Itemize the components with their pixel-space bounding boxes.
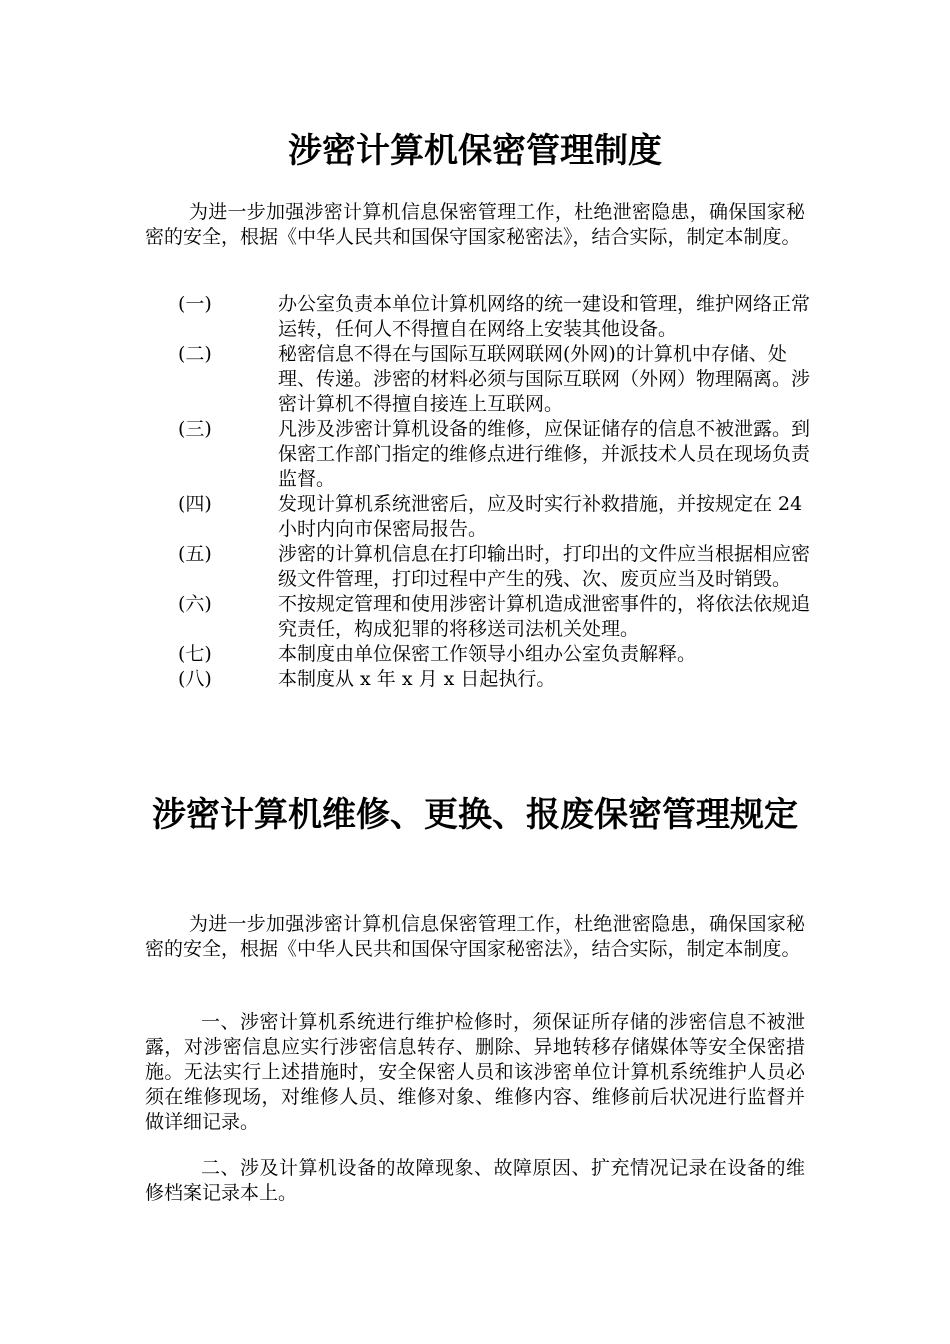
item-text: 不按规定管理和使用涉密计算机造成泄密事件的，将依法依规追究责任，构成犯罪的将移送司法机关处理。 bbox=[278, 593, 811, 640]
list-item bbox=[178, 342, 818, 417]
item-text: 本制度由单位保密工作领导小组办公室负责解释。 bbox=[278, 643, 697, 665]
list-item bbox=[178, 592, 818, 642]
list-item bbox=[178, 667, 818, 692]
item-text: 凡涉及涉密计算机设备的维修，应保证储存的信息不被泄露。到保密工作部门指定的维修点进行维修，并派技术人员在现场负责监督。 bbox=[278, 418, 811, 490]
rule-paragraph-2: 二、涉及计算机设备的故障现象、故障原因、扩充情况记录在设备的维修档案记录本上。 bbox=[145, 1157, 805, 1204]
item-number: (四) bbox=[178, 493, 212, 515]
intro-paragraph: 为进一步加强涉密计算机信息保密管理工作，杜绝泄密隐患，确保国家秘密的安全，根据《中华人民共和国保守国家秘密法》，结合实际，制定本制度。 bbox=[145, 201, 805, 248]
item-number: (二) bbox=[178, 343, 212, 365]
item-number: (五) bbox=[178, 543, 212, 565]
section-intro-paragraph: 为进一步加强涉密计算机信息保密管理工作，杜绝泄密隐患，确保国家秘密的安全，根据《中华人民共和国保守国家秘密法》，结合实际，制定本制度。 bbox=[145, 913, 805, 960]
rule-paragraph-1: 一、涉密计算机系统进行维护检修时，须保证所存储的涉密信息不被泄露，对涉密信息应实行涉密信息转存、删除、异地转移存储媒体等安全保密措施。无法实行上述措施时，安全保密人员和该涉密单位计算机系统维护人员必须在维修现场，对维修人员、维修对象、维修内容、维修前后状况进行监督并做详细记录。 bbox=[145, 1011, 805, 1133]
item-text: 办公室负责本单位计算机网络的统一建设和管理，维护网络正常运转，任何人不得擅自在网络上安装其他设备。 bbox=[278, 293, 811, 340]
document-title: 涉密计算机保密管理制度 bbox=[288, 131, 662, 171]
list-item bbox=[178, 292, 818, 342]
item-text: 秘密信息不得在与国际互联网联网(外网)的计算机中存储、处理、传递。涉密的材料必须与国际互联网（外网）物理隔离。涉密计算机不得擅自接连上互联网。 bbox=[278, 343, 811, 415]
list-item bbox=[178, 542, 818, 592]
item-number: (八) bbox=[178, 668, 212, 690]
item-text: 涉密的计算机信息在打印输出时，打印出的文件应当根据相应密级文件管理，打印过程中产生的残、次、废页应当及时销毁。 bbox=[278, 543, 811, 590]
list-item bbox=[178, 492, 818, 542]
list-item bbox=[178, 642, 818, 667]
item-text: 本制度从 x 年 x 月 x 日起执行。 bbox=[278, 668, 556, 690]
list-item bbox=[178, 417, 818, 492]
regulation-list bbox=[178, 292, 818, 692]
item-number: (一) bbox=[178, 293, 212, 315]
item-number: (三) bbox=[178, 418, 212, 440]
item-number: (七) bbox=[178, 643, 212, 665]
item-text: 发现计算机系统泄密后，应及时实行补救措施，并按规定在 24 小时内向市保密局报告。 bbox=[278, 493, 803, 540]
section-title: 涉密计算机维修、更换、报废保密管理规定 bbox=[152, 795, 798, 835]
item-number: (六) bbox=[178, 593, 212, 615]
